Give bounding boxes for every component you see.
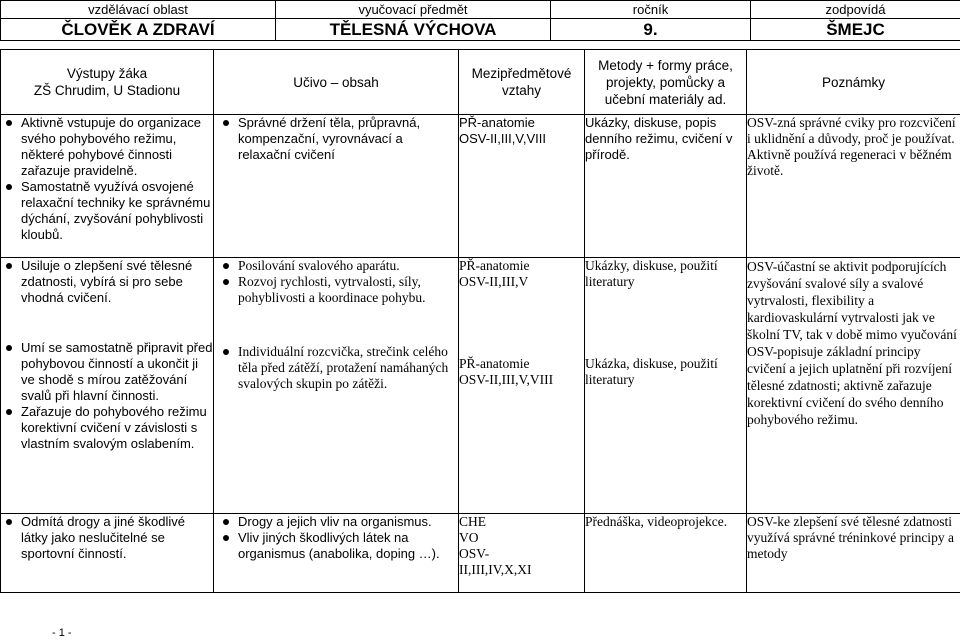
- table-row: [1, 258, 960, 514]
- list-item: Odmítá drogy a jiné škodlivé látky jako neslučitelné se sportovní činností.: [21, 514, 213, 562]
- col-header-content: Učivo – obsah: [214, 50, 459, 115]
- outputs-cell: [1, 115, 214, 258]
- col-header-methods: Metody + formy práce, projekty, pomůcky a učební materiály ad.: [585, 50, 747, 115]
- list-item: Usiluje o zlepšení své tělesné zdatnosti, vybírá si pro sebe vhodná cvičení.: [21, 258, 213, 306]
- list-item: Posilování svalového aparátu.: [238, 258, 458, 274]
- list-item: Správné držení těla, průpravná, kompenzační, vyrovnávací a relaxační cvičení: [238, 115, 458, 163]
- content-cell: [214, 514, 459, 593]
- col-header-outputs: Výstupy žáka ZŠ Chrudim, U Stadionu: [1, 50, 214, 115]
- subject-value: TĚLESNÁ VÝCHOVA: [276, 19, 551, 41]
- col-header-notes: Poznámky: [747, 50, 960, 115]
- subject-header-table: [0, 0, 960, 41]
- list-item: Samostatně využívá osvojené relaxační techniky ke správnému dýchání, zvyšování pohyblivosti kloubů.: [21, 179, 213, 243]
- list-item: Zařazuje do pohybového režimu korektivní cvičení v závislosti s vlastním svalovým oslabením.: [21, 404, 213, 452]
- relations-cell: PŘ-anatomie OSV-II,III,V PŘ-anatomie OSV-II,III,V,VIII: [459, 258, 585, 514]
- content-cell: [214, 115, 459, 258]
- page-number: - 1 -: [52, 627, 72, 639]
- responsible-label: zodpovídá: [751, 1, 960, 19]
- notes-cell: OSV-ke zlepšení své tělesné zdatnosti využívá správné tréninkové principy a metody: [747, 514, 960, 593]
- methods-cell: Ukázky, diskuse, použití literatury Ukázka, diskuse, použití literatury: [585, 258, 747, 514]
- methods-cell: Přednáška, videoprojekce.: [585, 514, 747, 593]
- list-item: Drogy a jejich vliv na organismus.: [238, 514, 458, 530]
- grade-label: ročník: [551, 1, 751, 19]
- subject-label: vyučovací předmět: [276, 1, 551, 19]
- table-row: [1, 115, 960, 258]
- col-header-relations: Mezipředmětové vztahy: [459, 50, 585, 115]
- area-label: vzdělávací oblast: [1, 1, 276, 19]
- list-item: Umí se samostatně připravit před pohybovou činností a ukončit ji ve shodě s mírou zatěžování svalů při hlavní činnosti.: [21, 340, 213, 403]
- outputs-cell: [1, 258, 214, 514]
- area-value: ČLOVĚK A ZDRAVÍ: [1, 19, 276, 41]
- list-item: Rozvoj rychlosti, vytrvalosti, síly, pohyblivosti a koordinace pohybu.: [238, 274, 458, 306]
- methods-cell: Ukázky, diskuse, popis denního režimu, cvičení v přírodě.: [585, 115, 747, 258]
- relations-cell: CHE VO OSV- II,III,IV,X,XI: [459, 514, 585, 593]
- curriculum-table: [0, 49, 960, 593]
- list-item: Aktivně vstupuje do organizace svého pohybového režimu, některé pohybové činnosti zařazuje pravidelně.: [21, 115, 213, 179]
- list-item: Individuální rozcvička, strečink celého těla před zátěží, protažení namáhaných svalových skupin po zátěži.: [238, 344, 458, 392]
- outputs-cell: [1, 514, 214, 593]
- table-row: [1, 514, 960, 593]
- list-item: Vliv jiných škodlivých látek na organismus (anabolika, doping …).: [238, 530, 458, 562]
- content-cell: [214, 258, 459, 514]
- responsible-value: ŠMEJC: [751, 19, 960, 41]
- notes-cell: OSV-zná správné cviky pro rozcvičení i uklidnění a důvody, proč je používat. Aktivně používá regeneraci v běžném životě.: [747, 115, 960, 258]
- grade-value: 9.: [551, 19, 751, 41]
- relations-cell: PŘ-anatomie OSV-II,III,V,VIII: [459, 115, 585, 258]
- notes-cell: OSV-účastní se aktivit podporujících zvyšování svalové síly a svalové vytrvalosti, flexibility a kardiovaskulární vytrvalosti jak ve školní TV, tak v době mimo vyučování OSV-popisuje základní principy cvičení a jejich uplatnění při rozvíjení tělesné zdatnosti; aktivně zařazuje korektivní cvičení do svého denního pohybového režimu.: [747, 258, 960, 514]
